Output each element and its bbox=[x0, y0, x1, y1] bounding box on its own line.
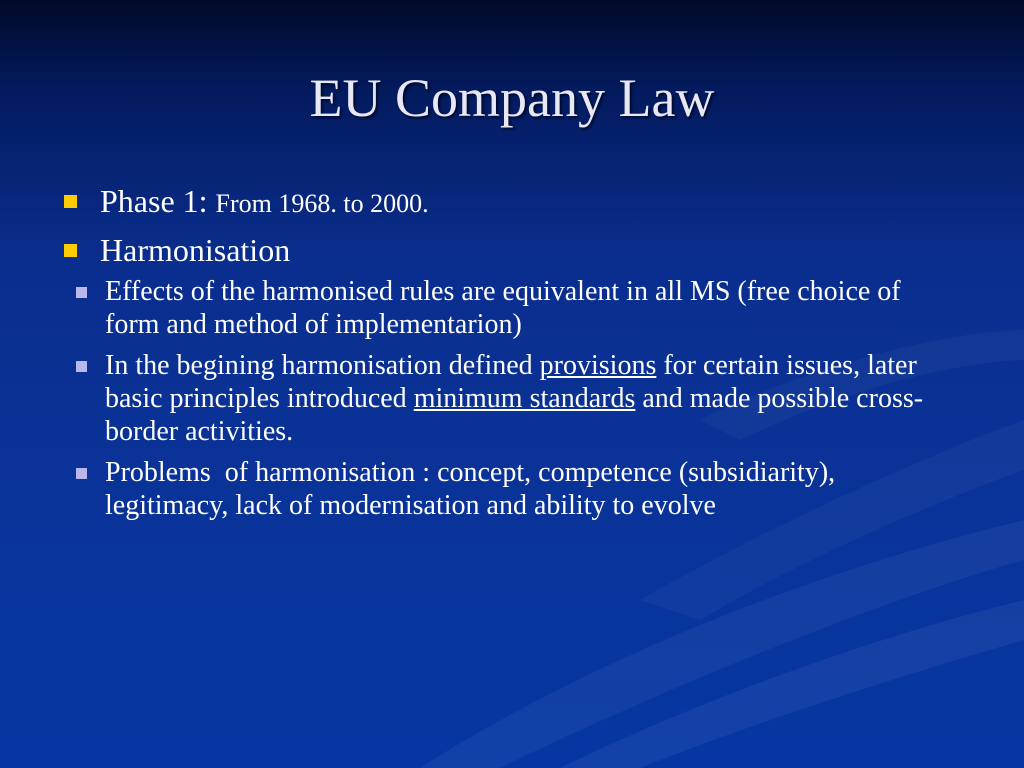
minimum-standards-link[interactable]: minimum standards bbox=[413, 383, 636, 414]
sub-bullet-effects bbox=[60, 275, 960, 341]
bullet-harmonisation-label: Harmonisation bbox=[100, 232, 291, 268]
square-bullet-icon bbox=[64, 195, 77, 208]
text-part: for certain issues, later basic principles introduced bbox=[105, 350, 917, 414]
provisions-link[interactable]: provisions bbox=[539, 350, 657, 381]
bullet-harmonisation bbox=[60, 231, 960, 522]
sub-bullet-list bbox=[100, 275, 960, 522]
sub-bullet-beginning-text bbox=[105, 349, 960, 448]
text-part: and made possible cross-border activities. bbox=[105, 383, 924, 447]
sub-bullet-problems-text: Problems of harmonisation : concept, competence (subsidiarity), legitimacy, lack of modernisation and ability to evolve bbox=[105, 457, 843, 521]
text-part: In the begining harmonisation defined bbox=[105, 350, 540, 381]
sub-bullet-effects-text: Effects of the harmonised rules are equivalent in all MS (free choice of form and method of implementarion) bbox=[105, 276, 901, 340]
square-bullet-icon bbox=[76, 361, 87, 372]
bullet-phase-label: Phase 1: bbox=[100, 183, 208, 219]
square-bullet-icon bbox=[76, 287, 87, 298]
sub-bullet-problems bbox=[60, 456, 960, 522]
bullet-phase-detail: From 1968. to 2000. bbox=[215, 189, 429, 218]
slide-title: EU Company Law bbox=[309, 68, 715, 128]
square-bullet-icon bbox=[76, 468, 87, 479]
sub-bullet-beginning bbox=[60, 349, 960, 448]
bullet-phase bbox=[60, 182, 960, 223]
bullet-list bbox=[60, 182, 960, 530]
square-bullet-icon bbox=[64, 244, 77, 257]
